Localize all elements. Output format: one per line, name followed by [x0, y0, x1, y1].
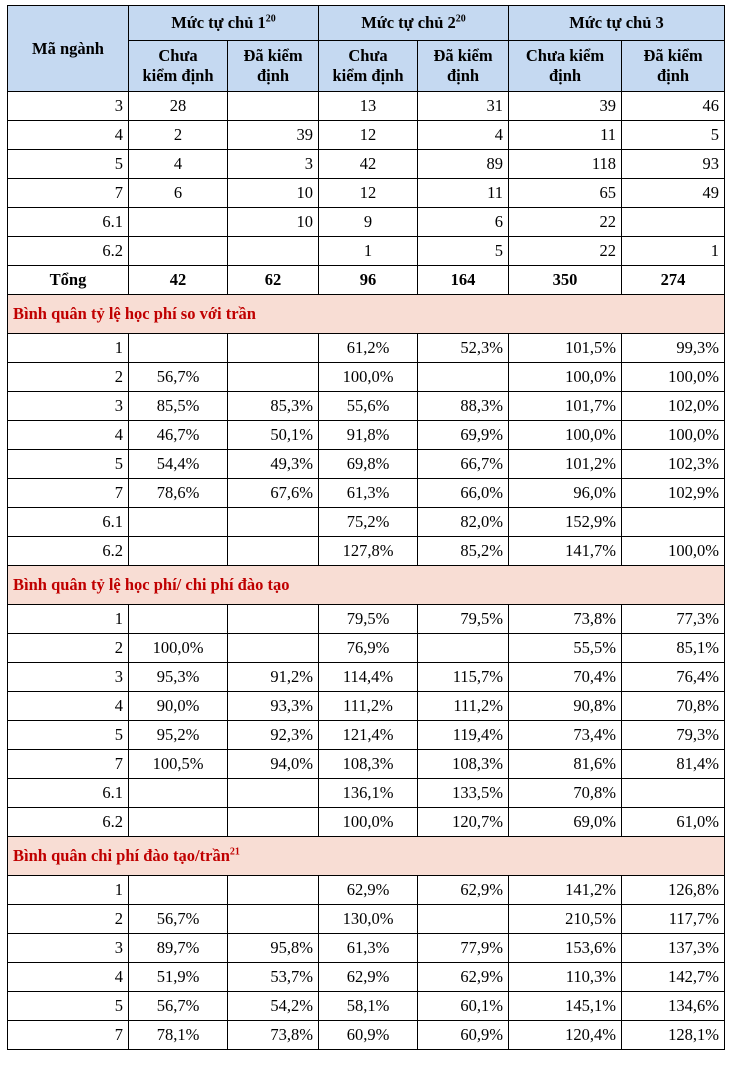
subheader-line: định — [256, 66, 290, 85]
value-cell: 82,0% — [418, 508, 509, 537]
row-code-cell: 7 — [8, 479, 129, 508]
value-cell: 118 — [509, 150, 622, 179]
value-cell: 100,0% — [319, 363, 418, 392]
value-cell: 102,0% — [622, 392, 725, 421]
code-column-header: Mã ngành — [8, 6, 129, 92]
value-cell: 78,6% — [129, 479, 228, 508]
total-cell: 350 — [509, 266, 622, 295]
group1-title: Mức tự chủ 1 — [171, 13, 266, 32]
value-cell: 12 — [319, 121, 418, 150]
table-row — [8, 963, 725, 992]
value-cell: 60,1% — [418, 992, 509, 1021]
value-cell: 93 — [622, 150, 725, 179]
value-cell: 61,0% — [622, 808, 725, 837]
value-cell: 111,2% — [418, 692, 509, 721]
value-cell: 102,9% — [622, 479, 725, 508]
value-cell: 46 — [622, 92, 725, 121]
value-cell: 100,0% — [509, 421, 622, 450]
table-body — [8, 92, 725, 1050]
group1-header — [129, 6, 319, 41]
section-title-text: Bình quân chi phí đào tạo/trần — [13, 846, 230, 865]
value-cell: 61,2% — [319, 334, 418, 363]
value-cell: 102,3% — [622, 450, 725, 479]
value-cell: 89 — [418, 150, 509, 179]
value-cell: 4 — [129, 150, 228, 179]
subheader-line: định — [656, 66, 690, 85]
value-cell: 121,4% — [319, 721, 418, 750]
row-code-cell: 7 — [8, 750, 129, 779]
value-cell: 65 — [509, 179, 622, 208]
value-cell: 12 — [319, 179, 418, 208]
value-cell: 55,6% — [319, 392, 418, 421]
table-row — [8, 1021, 725, 1050]
table-row — [8, 479, 725, 508]
value-cell — [129, 508, 228, 537]
value-cell: 79,5% — [418, 605, 509, 634]
value-cell: 22 — [509, 208, 622, 237]
value-cell — [228, 605, 319, 634]
section-title — [8, 566, 725, 605]
value-cell: 134,6% — [622, 992, 725, 1021]
value-cell — [228, 905, 319, 934]
value-cell — [228, 876, 319, 905]
value-cell: 108,3% — [319, 750, 418, 779]
value-cell — [129, 605, 228, 634]
value-cell — [228, 537, 319, 566]
value-cell: 210,5% — [509, 905, 622, 934]
table-row — [8, 150, 725, 179]
row-code-cell: 5 — [8, 450, 129, 479]
row-code-cell: 4 — [8, 121, 129, 150]
value-cell: 100,0% — [509, 363, 622, 392]
row-code-cell: 6.1 — [8, 779, 129, 808]
value-cell: 49,3% — [228, 450, 319, 479]
table-row — [8, 363, 725, 392]
value-cell: 56,7% — [129, 905, 228, 934]
value-cell: 100,5% — [129, 750, 228, 779]
value-cell — [228, 779, 319, 808]
value-cell: 93,3% — [228, 692, 319, 721]
value-cell: 91,8% — [319, 421, 418, 450]
table-row — [8, 208, 725, 237]
row-code-cell: 3 — [8, 392, 129, 421]
subheader — [129, 41, 228, 92]
value-cell: 13 — [319, 92, 418, 121]
table-row — [8, 779, 725, 808]
value-cell: 90,0% — [129, 692, 228, 721]
value-cell — [129, 208, 228, 237]
total-cell: 62 — [228, 266, 319, 295]
table-row — [8, 179, 725, 208]
value-cell: 51,9% — [129, 963, 228, 992]
value-cell: 60,9% — [319, 1021, 418, 1050]
value-cell: 9 — [319, 208, 418, 237]
value-cell: 10 — [228, 179, 319, 208]
group3-header: Mức tự chủ 3 — [509, 6, 725, 41]
section-footnote: 21 — [229, 846, 240, 858]
row-code-cell: 4 — [8, 963, 129, 992]
value-cell: 54,2% — [228, 992, 319, 1021]
value-cell: 141,2% — [509, 876, 622, 905]
value-cell — [622, 508, 725, 537]
table-row — [8, 508, 725, 537]
value-cell: 100,0% — [129, 634, 228, 663]
value-cell: 70,4% — [509, 663, 622, 692]
value-cell: 100,0% — [319, 808, 418, 837]
row-code-cell: 1 — [8, 876, 129, 905]
section-title-text: Bình quân tỷ lệ học phí/ chi phí đào tạo — [13, 575, 290, 594]
value-cell: 100,0% — [622, 421, 725, 450]
value-cell: 117,7% — [622, 905, 725, 934]
table-row — [8, 450, 725, 479]
subheader-line: Chưa — [158, 46, 198, 65]
table-row — [8, 692, 725, 721]
value-cell: 42 — [319, 150, 418, 179]
value-cell: 101,2% — [509, 450, 622, 479]
total-cell: 96 — [319, 266, 418, 295]
value-cell: 66,0% — [418, 479, 509, 508]
value-cell: 110,3% — [509, 963, 622, 992]
value-cell: 78,1% — [129, 1021, 228, 1050]
table-row — [8, 721, 725, 750]
value-cell — [622, 208, 725, 237]
total-cell: 42 — [129, 266, 228, 295]
value-cell: 114,4% — [319, 663, 418, 692]
value-cell: 73,4% — [509, 721, 622, 750]
value-cell: 92,3% — [228, 721, 319, 750]
subheader — [418, 41, 509, 92]
value-cell: 52,3% — [418, 334, 509, 363]
value-cell: 91,2% — [228, 663, 319, 692]
section-title-text: Bình quân tỷ lệ học phí so với trần — [13, 304, 256, 323]
subheader-line: Đã kiểm — [433, 46, 493, 65]
value-cell — [228, 237, 319, 266]
value-cell: 76,9% — [319, 634, 418, 663]
value-cell: 108,3% — [418, 750, 509, 779]
group2-title: Mức tự chủ 2 — [361, 13, 456, 32]
value-cell: 115,7% — [418, 663, 509, 692]
autonomy-fee-table — [7, 5, 725, 1050]
value-cell: 39 — [509, 92, 622, 121]
value-cell: 62,9% — [418, 963, 509, 992]
subheader-line: Chưa kiểm — [525, 46, 605, 65]
total-label: Tổng — [8, 266, 129, 295]
row-code-cell: 6.1 — [8, 208, 129, 237]
table-row — [8, 121, 725, 150]
section-header-row — [8, 566, 725, 605]
table-row — [8, 934, 725, 963]
value-cell: 10 — [228, 208, 319, 237]
value-cell: 69,9% — [418, 421, 509, 450]
section-title — [8, 837, 725, 876]
value-cell: 85,1% — [622, 634, 725, 663]
row-code-cell: 2 — [8, 905, 129, 934]
value-cell: 11 — [509, 121, 622, 150]
group2-header — [319, 6, 509, 41]
row-code-cell: 7 — [8, 1021, 129, 1050]
value-cell: 39 — [228, 121, 319, 150]
value-cell: 111,2% — [319, 692, 418, 721]
value-cell: 90,8% — [509, 692, 622, 721]
value-cell: 101,5% — [509, 334, 622, 363]
value-cell: 81,4% — [622, 750, 725, 779]
value-cell: 130,0% — [319, 905, 418, 934]
value-cell: 119,4% — [418, 721, 509, 750]
table-row — [8, 992, 725, 1021]
value-cell: 53,7% — [228, 963, 319, 992]
subheader — [228, 41, 319, 92]
row-code-cell: 3 — [8, 934, 129, 963]
value-cell: 54,4% — [129, 450, 228, 479]
value-cell: 3 — [228, 150, 319, 179]
value-cell: 73,8% — [228, 1021, 319, 1050]
table-row — [8, 334, 725, 363]
value-cell: 94,0% — [228, 750, 319, 779]
header-row-groups — [8, 6, 725, 41]
value-cell: 60,9% — [418, 1021, 509, 1050]
value-cell: 136,1% — [319, 779, 418, 808]
table-row — [8, 537, 725, 566]
value-cell: 6 — [129, 179, 228, 208]
value-cell: 66,7% — [418, 450, 509, 479]
value-cell: 70,8% — [509, 779, 622, 808]
value-cell: 56,7% — [129, 992, 228, 1021]
value-cell: 95,3% — [129, 663, 228, 692]
table-row — [8, 663, 725, 692]
value-cell: 75,2% — [319, 508, 418, 537]
total-cell: 164 — [418, 266, 509, 295]
value-cell: 101,7% — [509, 392, 622, 421]
value-cell — [228, 363, 319, 392]
row-code-cell: 6.2 — [8, 237, 129, 266]
value-cell — [129, 237, 228, 266]
value-cell: 58,1% — [319, 992, 418, 1021]
row-code-cell: 6.1 — [8, 508, 129, 537]
section-title — [8, 295, 725, 334]
row-code-cell: 6.2 — [8, 537, 129, 566]
section-header-row — [8, 837, 725, 876]
value-cell — [129, 876, 228, 905]
value-cell: 85,2% — [418, 537, 509, 566]
group1-footnote: 20 — [265, 13, 276, 25]
value-cell: 88,3% — [418, 392, 509, 421]
value-cell — [622, 779, 725, 808]
value-cell: 22 — [509, 237, 622, 266]
value-cell: 81,6% — [509, 750, 622, 779]
value-cell: 89,7% — [129, 934, 228, 963]
subheader — [509, 41, 622, 92]
table-row — [8, 605, 725, 634]
subheader-line: kiểm định — [142, 66, 214, 85]
value-cell: 4 — [418, 121, 509, 150]
value-cell — [228, 634, 319, 663]
value-cell — [228, 508, 319, 537]
value-cell: 127,8% — [319, 537, 418, 566]
subheader — [622, 41, 725, 92]
subheader-line: định — [548, 66, 582, 85]
subheader-line: Chưa — [348, 46, 388, 65]
value-cell: 1 — [622, 237, 725, 266]
value-cell: 153,6% — [509, 934, 622, 963]
value-cell: 11 — [418, 179, 509, 208]
row-code-cell: 2 — [8, 363, 129, 392]
table-row — [8, 392, 725, 421]
value-cell: 85,3% — [228, 392, 319, 421]
table-row — [8, 92, 725, 121]
table-row — [8, 634, 725, 663]
value-cell: 61,3% — [319, 479, 418, 508]
table-row — [8, 808, 725, 837]
table-row — [8, 421, 725, 450]
value-cell: 100,0% — [622, 537, 725, 566]
value-cell: 145,1% — [509, 992, 622, 1021]
value-cell: 152,9% — [509, 508, 622, 537]
value-cell: 62,9% — [319, 963, 418, 992]
subheader-line: định — [446, 66, 480, 85]
value-cell: 100,0% — [622, 363, 725, 392]
value-cell: 128,1% — [622, 1021, 725, 1050]
value-cell — [418, 363, 509, 392]
value-cell: 77,3% — [622, 605, 725, 634]
subheader-line: kiểm định — [332, 66, 404, 85]
value-cell — [228, 808, 319, 837]
value-cell: 77,9% — [418, 934, 509, 963]
row-code-cell: 2 — [8, 634, 129, 663]
value-cell: 79,5% — [319, 605, 418, 634]
value-cell: 62,9% — [319, 876, 418, 905]
value-cell: 69,8% — [319, 450, 418, 479]
row-code-cell: 7 — [8, 179, 129, 208]
value-cell: 120,7% — [418, 808, 509, 837]
subheader-line: Đã kiểm — [643, 46, 703, 65]
row-code-cell: 5 — [8, 992, 129, 1021]
value-cell: 120,4% — [509, 1021, 622, 1050]
value-cell: 31 — [418, 92, 509, 121]
value-cell: 141,7% — [509, 537, 622, 566]
value-cell: 6 — [418, 208, 509, 237]
value-cell: 2 — [129, 121, 228, 150]
value-cell: 126,8% — [622, 876, 725, 905]
value-cell: 79,3% — [622, 721, 725, 750]
value-cell: 133,5% — [418, 779, 509, 808]
value-cell: 46,7% — [129, 421, 228, 450]
value-cell: 5 — [622, 121, 725, 150]
value-cell: 76,4% — [622, 663, 725, 692]
value-cell: 70,8% — [622, 692, 725, 721]
value-cell: 69,0% — [509, 808, 622, 837]
value-cell: 1 — [319, 237, 418, 266]
value-cell: 137,3% — [622, 934, 725, 963]
row-code-cell: 4 — [8, 421, 129, 450]
table-row — [8, 876, 725, 905]
value-cell — [129, 808, 228, 837]
row-code-cell: 1 — [8, 605, 129, 634]
value-cell: 62,9% — [418, 876, 509, 905]
row-code-cell: 4 — [8, 692, 129, 721]
table-row — [8, 750, 725, 779]
row-code-cell: 3 — [8, 663, 129, 692]
row-code-cell: 1 — [8, 334, 129, 363]
value-cell: 67,6% — [228, 479, 319, 508]
value-cell: 96,0% — [509, 479, 622, 508]
value-cell: 99,3% — [622, 334, 725, 363]
value-cell: 142,7% — [622, 963, 725, 992]
section-header-row — [8, 295, 725, 334]
value-cell: 56,7% — [129, 363, 228, 392]
row-code-cell: 5 — [8, 150, 129, 179]
group2-footnote: 20 — [455, 13, 466, 25]
value-cell: 50,1% — [228, 421, 319, 450]
value-cell: 73,8% — [509, 605, 622, 634]
value-cell: 55,5% — [509, 634, 622, 663]
row-code-cell: 5 — [8, 721, 129, 750]
value-cell: 61,3% — [319, 934, 418, 963]
subheader-line: Đã kiểm — [243, 46, 303, 65]
table-row — [8, 905, 725, 934]
value-cell: 49 — [622, 179, 725, 208]
value-cell — [228, 92, 319, 121]
total-row — [8, 266, 725, 295]
value-cell — [129, 779, 228, 808]
value-cell: 95,2% — [129, 721, 228, 750]
value-cell: 28 — [129, 92, 228, 121]
row-code-cell: 3 — [8, 92, 129, 121]
value-cell: 5 — [418, 237, 509, 266]
table-row — [8, 237, 725, 266]
row-code-cell: 6.2 — [8, 808, 129, 837]
value-cell — [418, 634, 509, 663]
value-cell — [129, 537, 228, 566]
value-cell — [228, 334, 319, 363]
subheader — [319, 41, 418, 92]
value-cell: 95,8% — [228, 934, 319, 963]
total-cell: 274 — [622, 266, 725, 295]
value-cell: 85,5% — [129, 392, 228, 421]
value-cell — [129, 334, 228, 363]
value-cell — [418, 905, 509, 934]
